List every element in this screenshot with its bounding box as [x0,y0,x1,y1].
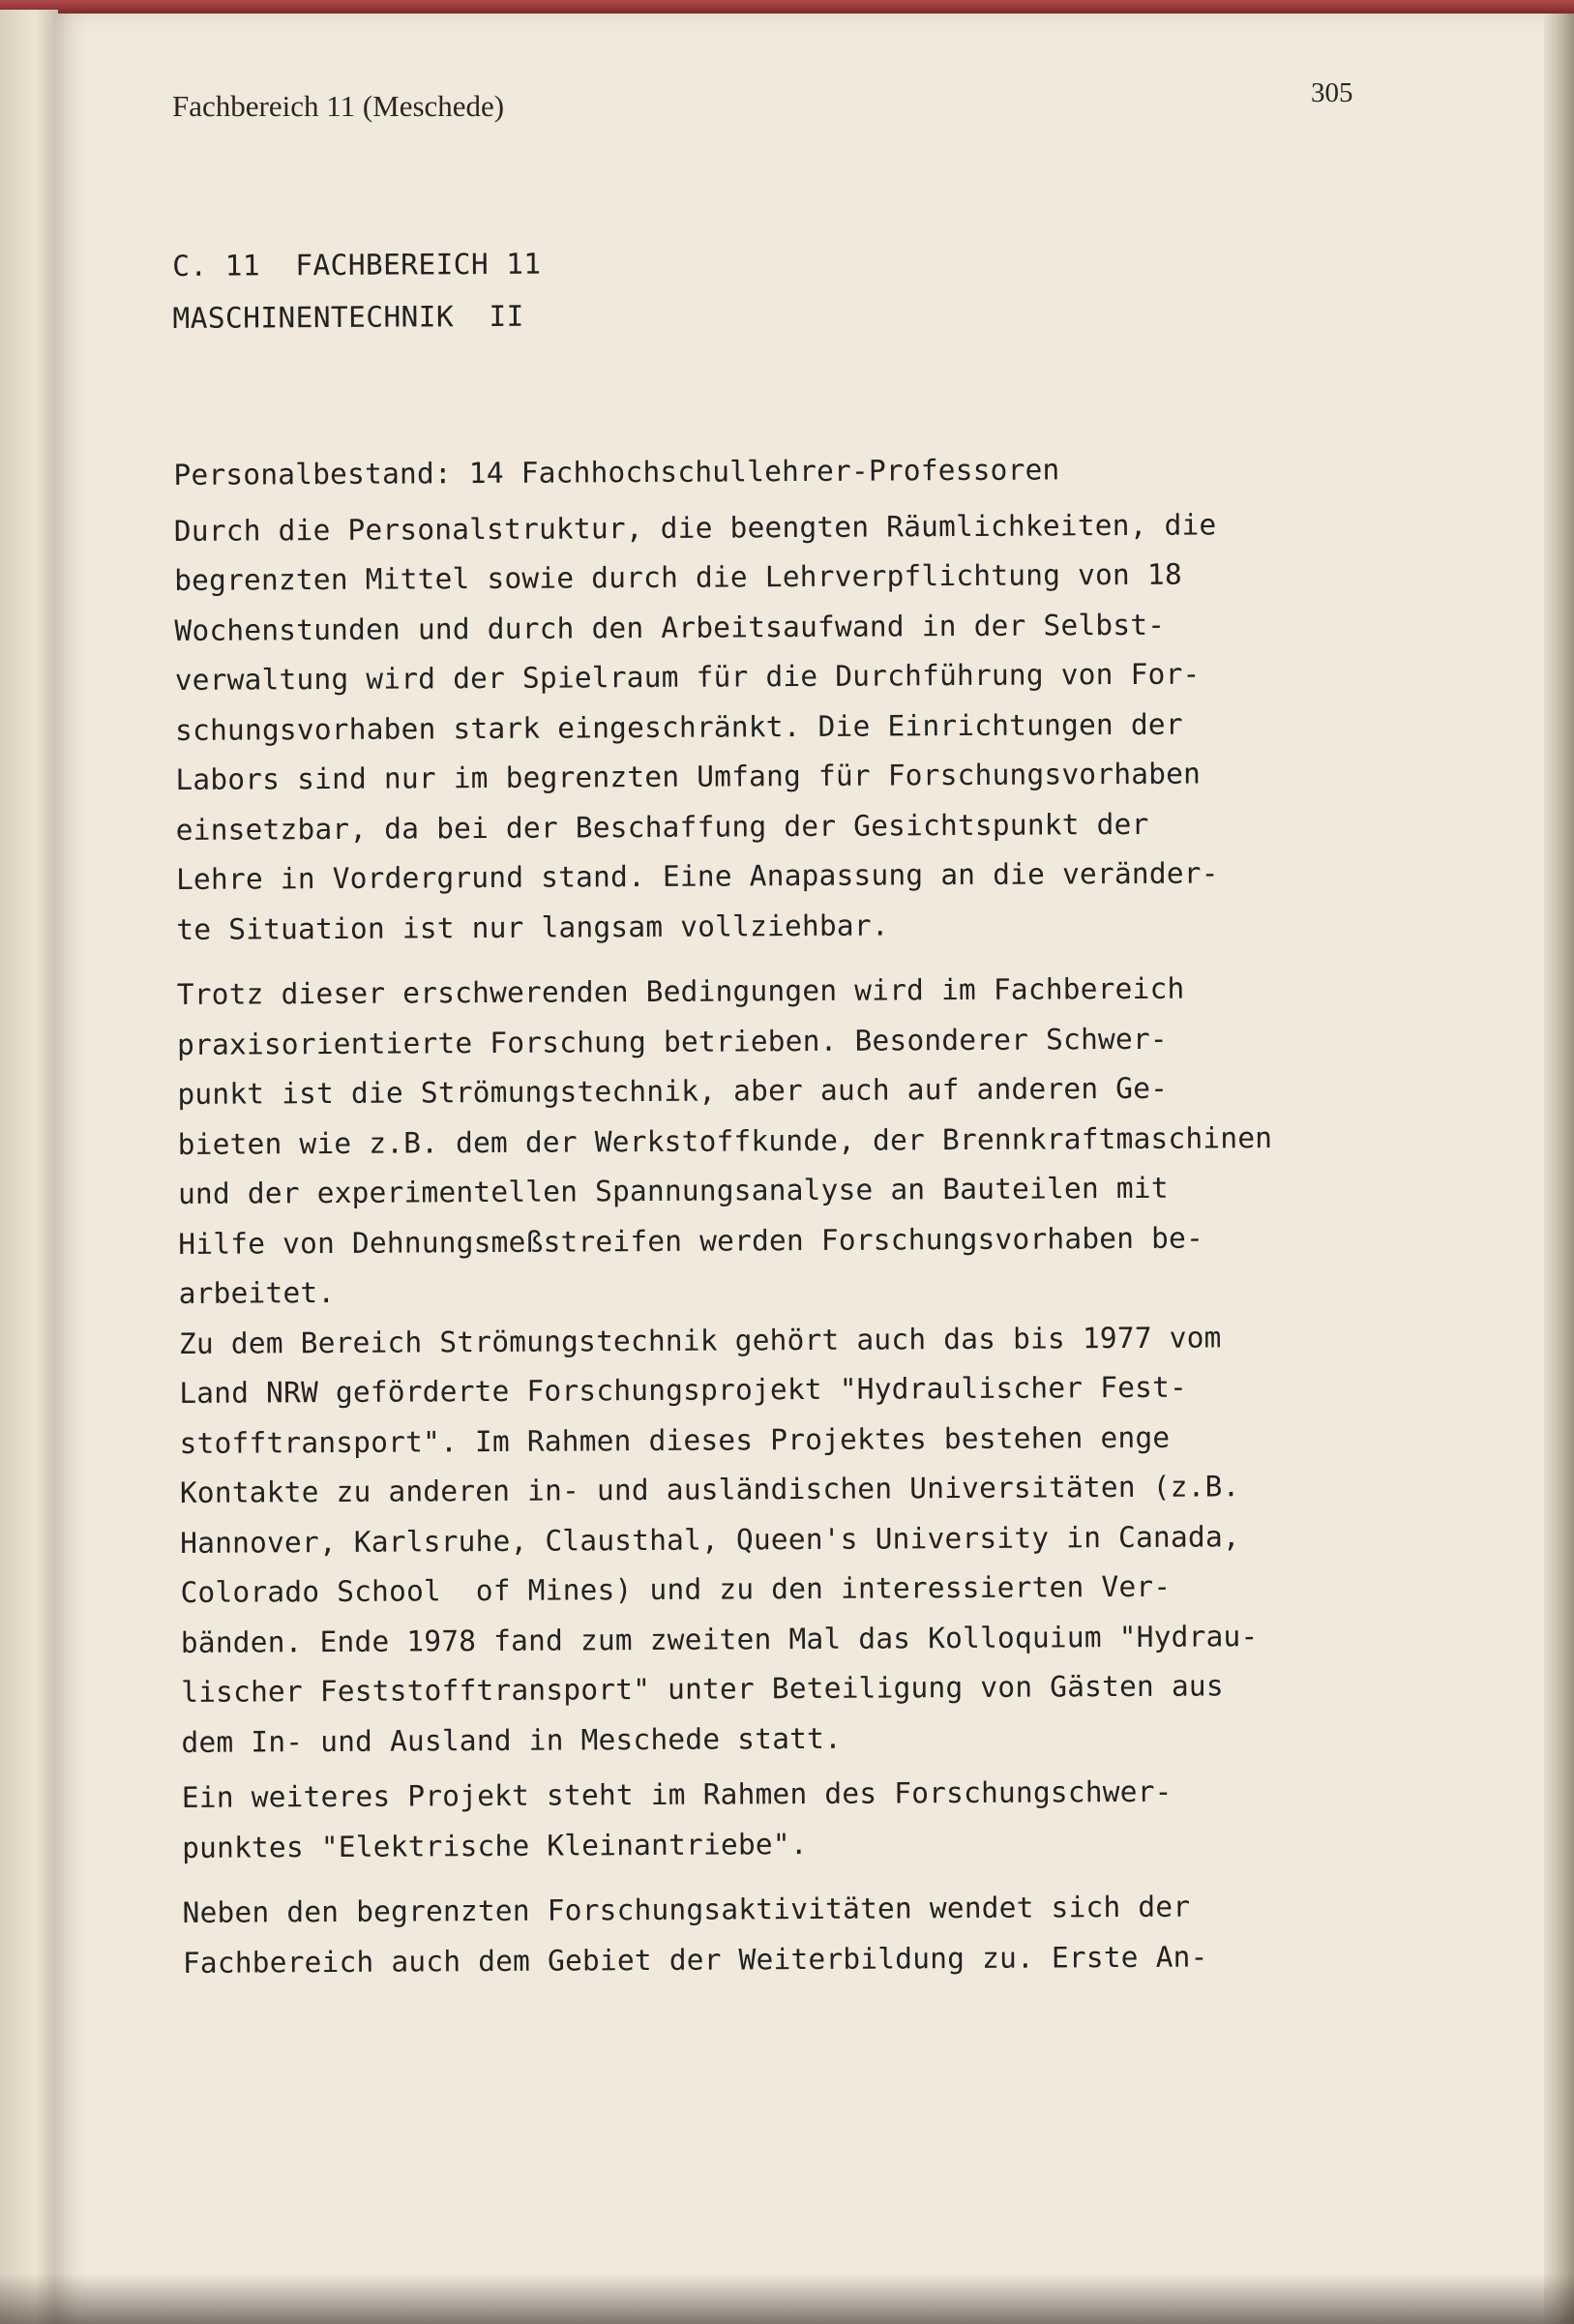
text-line: stofftransport". Im Rahmen dieses Projektes bestehen enge [179,1420,1171,1460]
text-line: Wochenstunden und durch den Arbeitsaufwand in der Selbst- [174,608,1166,647]
text-line: Labors sind nur im begrenzten Umfang für Forschungsvorhaben [175,757,1202,796]
text-line: und der experimentellen Spannungsanalyse an Bauteilen mit [177,1171,1169,1210]
text-line: bänden. Ende 1978 fand zum zweiten Mal das Kolloquium "Hydrau- [180,1619,1259,1659]
text-line: Neben den begrenzten Forschungsaktivitäten wendet sich der [182,1890,1191,1929]
page-stack-edge [1544,14,1574,2324]
text-line: bieten wie z.B. dem der Werkstoffkunde, der Brennkraftmaschinen [177,1120,1273,1161]
text-line: praxisorientierte Forschung betrieben. Besonderer Schwer- [176,1022,1168,1061]
text-line: lischer Feststofftransport" unter Beteiligung von Gästen aus [181,1669,1224,1709]
text-line: te Situation ist nur langsam vollziehbar. [176,908,889,946]
paragraph-electric-drives [182,1766,1460,1873]
text-line: Trotz dieser erschwerenden Bedingungen wird im Fachbereich [176,971,1185,1011]
text-line: Zu dem Bereich Strömungstechnik gehört auch das bis 1977 vom [178,1320,1222,1360]
page-bottom-shadow [0,2274,1574,2324]
text-line: schungsvorhaben stark eingeschränkt. Die Einrichtungen der [174,707,1183,747]
text-line: Hilfe von Dehnungsmeßstreifen werden Forschungsvorhaben be- [178,1221,1204,1261]
text-line: arbeitet. [178,1275,336,1310]
paragraph-further-education [182,1881,1460,1988]
paragraph-personnel-structure [174,498,1454,955]
paragraph-hydraulic-transport [179,1311,1459,1768]
paragraph-research-focus [177,963,1456,1320]
page-body [172,232,1460,1988]
text-line: verwaltung wird der Spielraum für die Durchführung von For- [174,657,1201,697]
text-line: Hannover, Karlsruhe, Clausthal, Queen's University in Canada, [180,1519,1240,1560]
text-line: punktes "Elektrische Kleinantriebe". [182,1827,808,1864]
running-head: Fachbereich 11 (Meschede) [172,89,505,123]
text-line: Durch die Personalstruktur, die beengten Räumlichkeiten, die [173,507,1217,548]
text-line: Personalbestand: 14 Fachhochschullehrer-Professoren [173,453,1060,492]
text-line: Colorado School of Mines) und zu den interessierten Ver- [180,1569,1172,1609]
section-heading-line-1: C. 11 FACHBEREICH 11 [172,247,542,283]
text-line: punkt ist die Strömungstechnik, aber auch auf anderen Ge- [177,1071,1169,1111]
section-heading-line-2: MASCHINENTECHNIK II [172,299,524,335]
text-line: Lehre in Vordergrund stand. Eine Anapassung an die veränder- [175,856,1219,896]
text-line: Fachbereich auch dem Gebiet der Weiterbildung zu. Erste An- [182,1939,1208,1980]
text-line: Ein weiteres Projekt steht im Rahmen des Forschungschwer- [181,1774,1173,1814]
text-line: Land NRW geförderte Forschungsprojekt "Hydraulischer Fest- [179,1370,1188,1410]
text-line: dem In- und Ausland in Meschede statt. [181,1721,843,1759]
facing-page-edge [0,10,58,2324]
text-line: Kontakte zu anderen in- und ausländischen Universitäten (z.B. [179,1470,1240,1509]
page-number: 305 [1311,77,1353,108]
text-line: einsetzbar, da bei der Beschaffung der Gesichtspunkt der [175,807,1149,847]
paragraph-staff [173,443,1450,501]
text-line: begrenzten Mittel sowie durch die Lehrverpflichtung von 18 [174,557,1182,597]
